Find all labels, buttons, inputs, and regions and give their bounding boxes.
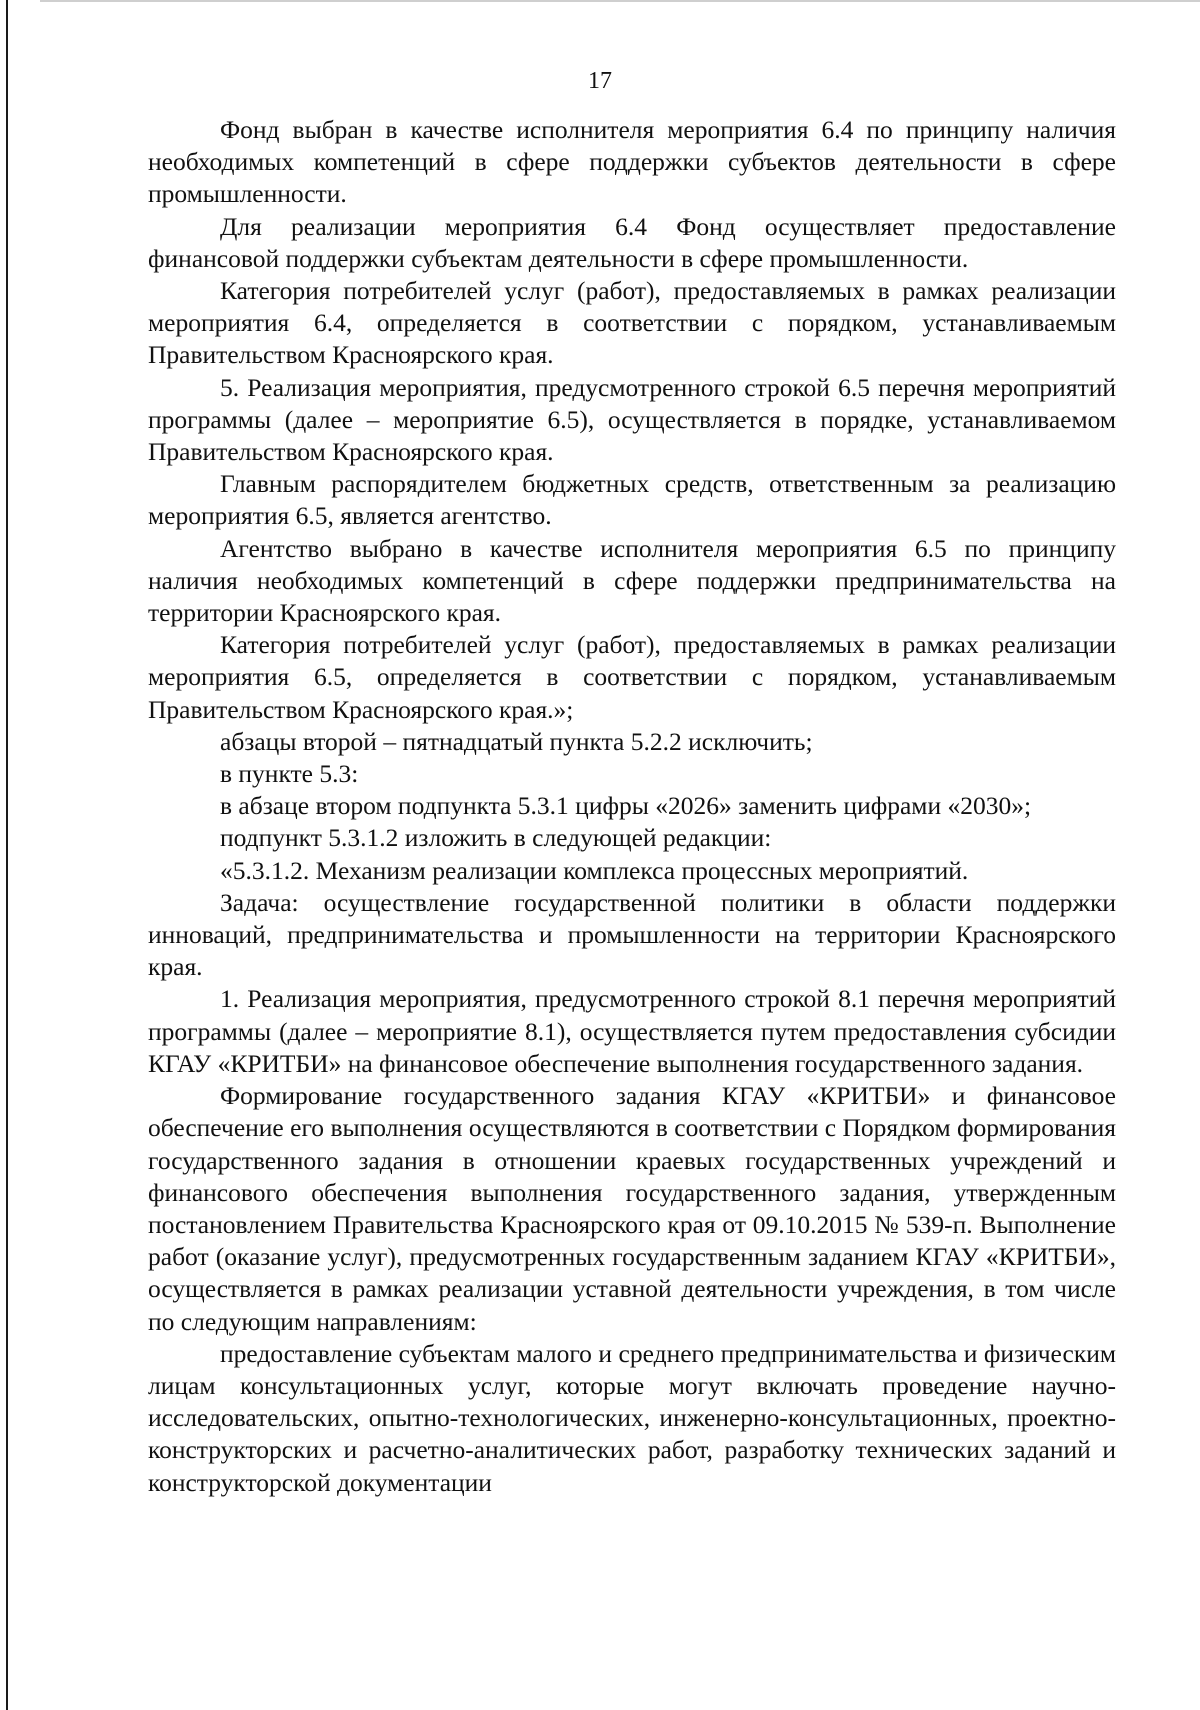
scan-left-edge	[6, 0, 8, 1710]
paragraph: 1. Реализация мероприятия, предусмотренного строкой 8.1 перечня мероприятий программы (далее – мероприятие 8.1), осуществляется путем предоставления субсидии КГАУ «КРИТБИ» на финансовое обеспечение выполнения государственного задания.	[148, 984, 1116, 1078]
paragraph: в абзаце втором подпункта 5.3.1 цифры «2026» заменить цифрами «2030»;	[220, 791, 1032, 821]
paragraph: Категория потребителей услуг (работ), предоставляемых в рамках реализации мероприятия 6.5, определяется в соответствии с порядком, устанавливаемым Правительством Красноярского края.»;	[148, 630, 1116, 724]
paragraph: Фонд выбран в качестве исполнителя мероприятия 6.4 по принципу наличия необходимых компетенций в сфере поддержки субъектов деятельности в сфере промышленности.	[148, 115, 1116, 209]
paragraph: «5.3.1.2. Механизм реализации комплекса процессных мероприятий.	[220, 855, 969, 885]
paragraph: в пункте 5.3:	[220, 759, 359, 789]
scan-top-edge	[40, 0, 1200, 2]
paragraph: Для реализации мероприятия 6.4 Фонд осуществляет предоставление финансовой поддержки субъектам деятельности в сфере промышленности.	[148, 211, 1116, 273]
paragraph: абзацы второй – пятнадцатый пункта 5.2.2 исключить;	[220, 726, 813, 756]
paragraph: Категория потребителей услуг (работ), предоставляемых в рамках реализации мероприятия 6.4, определяется в соответствии с порядком, устанавливаемым Правительством Красноярского края.	[148, 276, 1116, 370]
page-number: 17	[588, 68, 612, 94]
paragraph: подпункт 5.3.1.2 изложить в следующей редакции:	[220, 823, 772, 853]
paragraph: Формирование государственного задания КГАУ «КРИТБИ» и финансовое обеспечение его выполнения осуществляются в соответствии с Порядком формирования государственного задания в отношении краевых государственных учреждений и финансового обеспечения выполнения государственного задания, утвержденным постановлением Правительства Красноярского края от 09.10.2015 № 539-п. Выполнение работ (оказание услуг), предусмотренных государственным заданием КГАУ «КРИТБИ», осуществляется в рамках реализации уставной деятельности учреждения, в том числе по следующим направлениям:	[148, 1081, 1116, 1336]
paragraph: предоставление субъектам малого и среднего предпринимательства и физическим лицам консультационных услуг, которые могут включать проведение научно-исследовательских, опытно-технологических, инженерно-консультационных, проектно-конструкторских и расчетно-аналитических работ, разработку технических заданий и конструкторской документации	[148, 1338, 1116, 1497]
paragraph: Главным распорядителем бюджетных средств, ответственным за реализацию мероприятия 6.5, является агентство.	[148, 469, 1116, 531]
paragraph: Агентство выбрано в качестве исполнителя мероприятия 6.5 по принципу наличия необходимых компетенций в сфере поддержки предпринимательства на территории Красноярского края.	[148, 533, 1116, 628]
paragraph: Задача: осуществление государственной политики в области поддержки инноваций, предпринимательства и промышленности на территории Красноярского края.	[148, 887, 1116, 982]
paragraph: 5. Реализация мероприятия, предусмотренного строкой 6.5 перечня мероприятий программы (далее – мероприятие 6.5), осуществляется в порядке, устанавливаемом Правительством Красноярского края.	[148, 372, 1116, 467]
document-body	[148, 114, 1116, 1499]
